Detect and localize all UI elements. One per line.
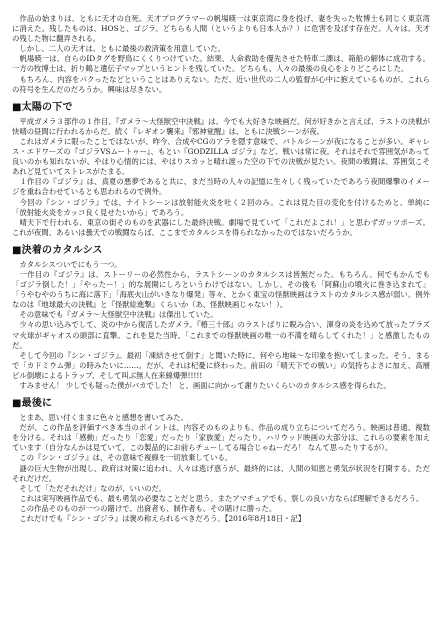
section-heading: ■最後に	[12, 398, 53, 410]
section-finally	[12, 397, 430, 524]
paragraph: 晴天下で行われる、東京の街そのものを武器にした最終決戦。劇場で見ていて「これだよこれ！」と思わずガッツポーズ。これが夜間、あるいは曇天での戦闘ならば、ここまでカタルシスを得られなかったのではないだろうか。	[12, 217, 430, 237]
paragraph: 作品の始まりは、ともに天才の自死。天才プログラマーの帆場暎一は東京湾に身を投げ、妻を失った牧博士も同じく東京湾に消えた。残したものは、HOSと、ゴジラ。どちらも人間（というよりも日本人か？）に危害を及ぼす存在だ。人々は、天才の残した物に翻弄される。	[12, 14, 430, 44]
section-under-the-sun	[12, 101, 430, 238]
paragraph: その意味でも『ガメラ～大怪獣空中決戦』は傑出していた。	[12, 310, 218, 320]
paragraph: もちろん、内容をパクったなどということはありえない。ただ、近い世代の二人の監督が心中に抱えているものが、これらの符号を生んだのだろうか。興味は尽きない。	[12, 74, 430, 94]
paragraph: 謎の巨大生物が出現し、政府は対策に追われ、人々は逃げ惑うが、最終的には、人間の知恵と勇気が状況を打開する。ただそれだけだ。	[12, 463, 430, 483]
paragraph: １作目の『ゴジラ』は、真夏の悪夢であると共に、まだ当時の人々の記憶に生々しく残っていたであろう夜間爆撃のイメージを重ね合わせているとも思われるので例外。	[12, 177, 430, 197]
paragraph: これはガメラに限ったことではないが、昨今、合成やCGのアラを隠す意味で、バトルシーンが夜になることが多い。ギャレス・エドワーズの『ゴジラVSムートゥー』、もとい『GODZILLA ゴジラ』など、戦いは常に夜。それはそれで雰囲気があって良いのかも知れないが、やはり心情的には、やはりスカッと晴れ渡った空の下での決戦が見たい。夜間の戦闘は、雰囲気こそあれど見ていてストレスがたまる。	[12, 136, 430, 177]
paragraph: 少々の思い込みでして、炎の中から復活したガメラ。『椿三十郎』のラストばりに睨み合い、渾身の炎を込めて放ったプラズマ火球がギャオスの頭部に直撃。これを見た当時、「これまでの怪獣映画の唯一の不満を晴らしてくれた！」と感激したものだ。	[12, 320, 430, 350]
paragraph: この作品そのものが一つの賭けで、出資者も、制作者も、その賭けに勝った。	[12, 503, 277, 513]
paragraph: この『シン・ゴジラ』は、その意味で複線を一切放棄している。	[12, 453, 233, 463]
paragraph: カタルシスついでにもう一つ。	[12, 259, 122, 269]
paragraph: 帆場暎一は、自らのIDタグを野鳥にくくりつけていた。結果、人命救助を優先させた特車二課は、箱船の解体に成功する。一方の牧博士は、折り鶴と遺伝子マップというヒントを残していた。どちらも、人々の最後の良心をよりどころにした。	[12, 54, 430, 74]
paragraph: すみません！ 少しでも疑った僕がバカでした！ と、画面に向かって謝りたいくらいのカタルシス感を得られた。	[12, 381, 391, 390]
paragraph: そして「ただそれだけ」なのが、いいのだ。	[12, 483, 167, 493]
paragraph: 今回の『シン・ゴジラ』では、ナイトシーンは放射能火炎を吐く２回のみ。これは見た目の変化を付けるためと、単純に「放射能火炎をカッコ良く見せたいから」であろう。	[12, 197, 430, 217]
section-heading: ■太陽の下で	[12, 101, 73, 113]
intro-section	[12, 14, 430, 95]
paragraph: そして今回の『シン・ゴジラ』。最初「凍結させて倒す」と聞いた時に、何やら地味～な印象を抱いてしまった。そう、まるで「カドミウム弾」の時みたいに……。だが、それは杞憂に終わった。前田の「晴天下での戦い」の気持ちよさに加え、高層ビル倒壊によるトラップ、そして叫ぶ無人在来線爆弾!!!!!	[12, 350, 430, 380]
section-catharsis	[12, 244, 430, 391]
paragraph: 一作目の『ゴジラ』は、ストーリーの必然性から、ラストシーンのカタルシスは皆無だった。もちろん、何でもかんでも「ゴジラ倒した！」「やったー！」的な展開にしろというわけではない。しかし、その後も「阿蘇山の噴火に巻き込まれて」「うやむやのうちに海に落下」「海底火山がいきなり爆発」等々、とかく東宝の怪獣映画はラストのカタルシス感が弱い。例外なのは『地球最大の決戦』と『怪獣総進撃』くらいか（あ、怪獣映画じゃない！）。	[12, 269, 430, 310]
paragraph: 平成ガメラ３部作の１作目、『ガメラ～大怪獣空中決戦』は、今でも大好きな映画だ。何が好きかと言えば、ラストの決戦が快晴の昼間に行われるからだ。続く『レギオン襲来』『邪神覚醒』は、ともに決戦シーンが夜。	[12, 116, 430, 136]
section-heading: ■決着のカタルシス	[12, 244, 103, 256]
paragraph: しかし、二人の天才は、ともに最後の救済策を用意していた。	[12, 44, 225, 54]
paragraph: とまあ、思い付くままに色々と感想を書いてみた。	[12, 413, 188, 423]
paragraph: だが、この作品を評価すべき本当のポイントは、内容そのものよりも、作品の成り立ちについてだろう。映画は普通、複数を分ける。それは「感動」だったり「恋愛」だったり「家族愛」だったり。ハリウッド映画の大部分は、これらの要素を加えています（自分なんかは見ていて、この製品的にお前らチューしてる場合じゃねーだろ！ なんて思ったりするが）。	[12, 423, 430, 453]
paragraph: これだけでも『シン・ゴジラ』は褒め称えられるべきだろう。【2016年8月18日・記】	[12, 514, 306, 524]
paragraph: これは実写映画作品でも、最も勇気の必要なことだと思う。またアマチュアでも、察しの良い方ならば理解できるだろう。	[12, 493, 424, 503]
